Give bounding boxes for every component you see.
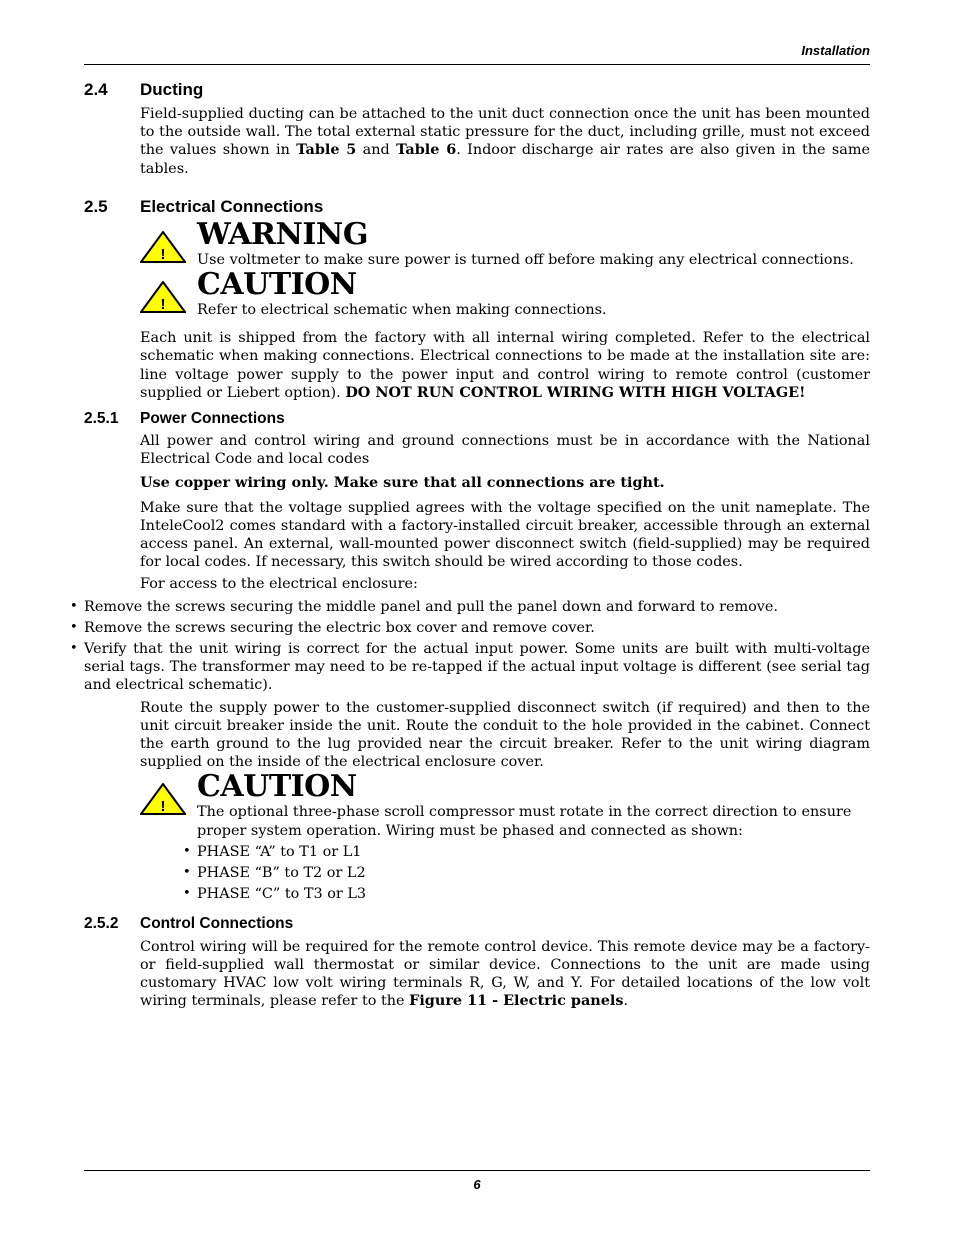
warning-notice [140, 216, 870, 269]
section-number: 2.4 [84, 80, 108, 99]
text-run: Control wiring will be required for the remote control device. This remote device may be a factory- or field-supplied wall thermostat or similar device. Connections to the unit are made using customary HVAC low volt wiring terminals R, G, W, and Y. For detailed locations of the low volt wiring terminals, please refer to the [140, 938, 870, 1010]
page-content [84, 80, 870, 1010]
power-paragraph-5: Route the supply power to the customer-supplied disconnect switch (if required) and then to the unit circuit breaker inside the unit. Route the conduit to the hole provided in the cabinet. Connect the earth ground to the lug provided near the circuit breaker. Refer to the unit wiring diagram supplied on the inside of the electrical enclosure cover. [140, 699, 870, 771]
notice-body [197, 269, 870, 319]
copper-wiring-note: Use copper wiring only. Make sure that all connections are tight. [140, 474, 665, 492]
caution-title: CAUTION [197, 769, 357, 805]
svg-text:!: ! [160, 296, 166, 314]
figure-reference: Figure 11 - Electric panels [409, 992, 624, 1010]
warning-title: WARNING [197, 216, 368, 252]
section-title: Electrical Connections [140, 196, 324, 216]
section-number: 2.5 [84, 196, 108, 216]
page-number: 6 [473, 1177, 481, 1192]
notice-body [197, 771, 870, 903]
icon-wrap [140, 771, 197, 903]
bullet-icon [183, 843, 191, 861]
bullet-icon [70, 598, 78, 616]
list-item [197, 843, 870, 861]
table6-reference: Table 6 [396, 141, 457, 159]
section-title: Ducting [140, 80, 204, 99]
power-paragraph-4: For access to the electrical enclosure: [140, 576, 418, 593]
icon-wrap [140, 219, 197, 269]
section-heading-2-4 [84, 80, 870, 100]
list-item-text: Remove the screws securing the electric box cover and remove cover. [84, 619, 595, 636]
section-number: 2.5.1 [84, 410, 119, 428]
bullet-icon [70, 640, 78, 658]
section-heading-2-5 [84, 197, 870, 217]
list-item-text: PHASE “A” to T1 or L1 [197, 843, 362, 860]
phase-list [197, 843, 870, 904]
running-header: Installation [801, 43, 870, 58]
section-heading-2-5-2 [84, 915, 870, 933]
warning-triangle-icon [140, 231, 186, 263]
bullet-icon [70, 619, 78, 637]
bullet-icon [183, 885, 191, 903]
section-title: Control Connections [140, 914, 294, 932]
caution-notice-phase [140, 771, 870, 903]
caution-text: The optional three-phase scroll compressor must rotate in the correct direction to ensure proper system operation. Wiring must be phased and connected as shown: [197, 804, 852, 839]
list-item [84, 640, 870, 695]
electrical-paragraph [140, 329, 870, 402]
table5-reference: Table 5 [296, 141, 357, 159]
caution-notice-schematic [140, 269, 870, 319]
footer-rule [84, 1170, 870, 1171]
caution-text: Refer to electrical schematic when making connections. [197, 302, 607, 319]
caution-triangle-icon [140, 783, 186, 815]
list-item-text: Remove the screws securing the middle panel and pull the panel down and forward to remove. [84, 598, 779, 615]
list-item [84, 598, 870, 616]
list-item-text: PHASE “B” to T2 or L2 [197, 865, 366, 882]
svg-text:!: ! [160, 245, 166, 263]
enclosure-access-list [84, 598, 870, 695]
power-paragraph-1: All power and control wiring and ground connections must be in accordance with the National Electrical Code and local codes [140, 433, 870, 468]
power-paragraph-3: Make sure that the voltage supplied agrees with the voltage specified on the unit nameplate. The InteleCool2 comes standard with a factory-installed circuit breaker, accessible through an external access panel. An external, wall-mounted power disconnect switch (field-supplied) may be required for local codes. If necessary, this switch should be wired according to those codes. [140, 499, 870, 571]
text-run: Field-supplied ducting can be attached to the unit duct connection once the unit has been mounted to the outside wall. The total external static pressure for the duct, including grille, must not exceed the values shown in [140, 106, 870, 159]
warning-text: Use voltmeter to make sure power is turned off before making any electrical connections. [197, 251, 854, 268]
icon-wrap [140, 269, 197, 319]
section-title: Power Connections [140, 410, 285, 428]
list-item [197, 885, 870, 903]
caution-title: CAUTION [197, 267, 357, 303]
list-item-text: Verify that the unit wiring is correct for the actual input power. Some units are built with multi-voltage serial tags. The transformer may need to be re-tapped if the actual input voltage is different (see serial tag and electrical schematic). [84, 641, 870, 694]
bullet-icon [183, 864, 191, 882]
list-item [84, 619, 870, 637]
svg-text:!: ! [160, 798, 166, 816]
caution-triangle-icon [140, 281, 186, 313]
text-run: and [356, 142, 397, 159]
notice-body [197, 216, 870, 269]
section-heading-2-5-1 [84, 410, 870, 428]
list-item [197, 864, 870, 882]
control-paragraph [140, 938, 870, 1011]
text-run: . Indoor discharge air rates are also given in the same tables. [140, 142, 870, 177]
text-run: . [623, 993, 629, 1010]
header-rule [84, 64, 870, 65]
ducting-paragraph [140, 105, 870, 178]
text-run: Each unit is shipped from the factory with all internal wiring completed. Refer to the electrical schematic when making connections. Electrical connections to be made at the installation site are: line voltage power supply to the power input and control wiring to remote control (customer supplied or Liebert option). [140, 330, 870, 401]
section-number: 2.5.2 [84, 914, 119, 932]
high-voltage-warning-text: DO NOT RUN CONTROL WIRING WITH HIGH VOLTAGE! [345, 383, 806, 401]
list-item-text: PHASE “C” to T3 or L3 [197, 886, 367, 903]
